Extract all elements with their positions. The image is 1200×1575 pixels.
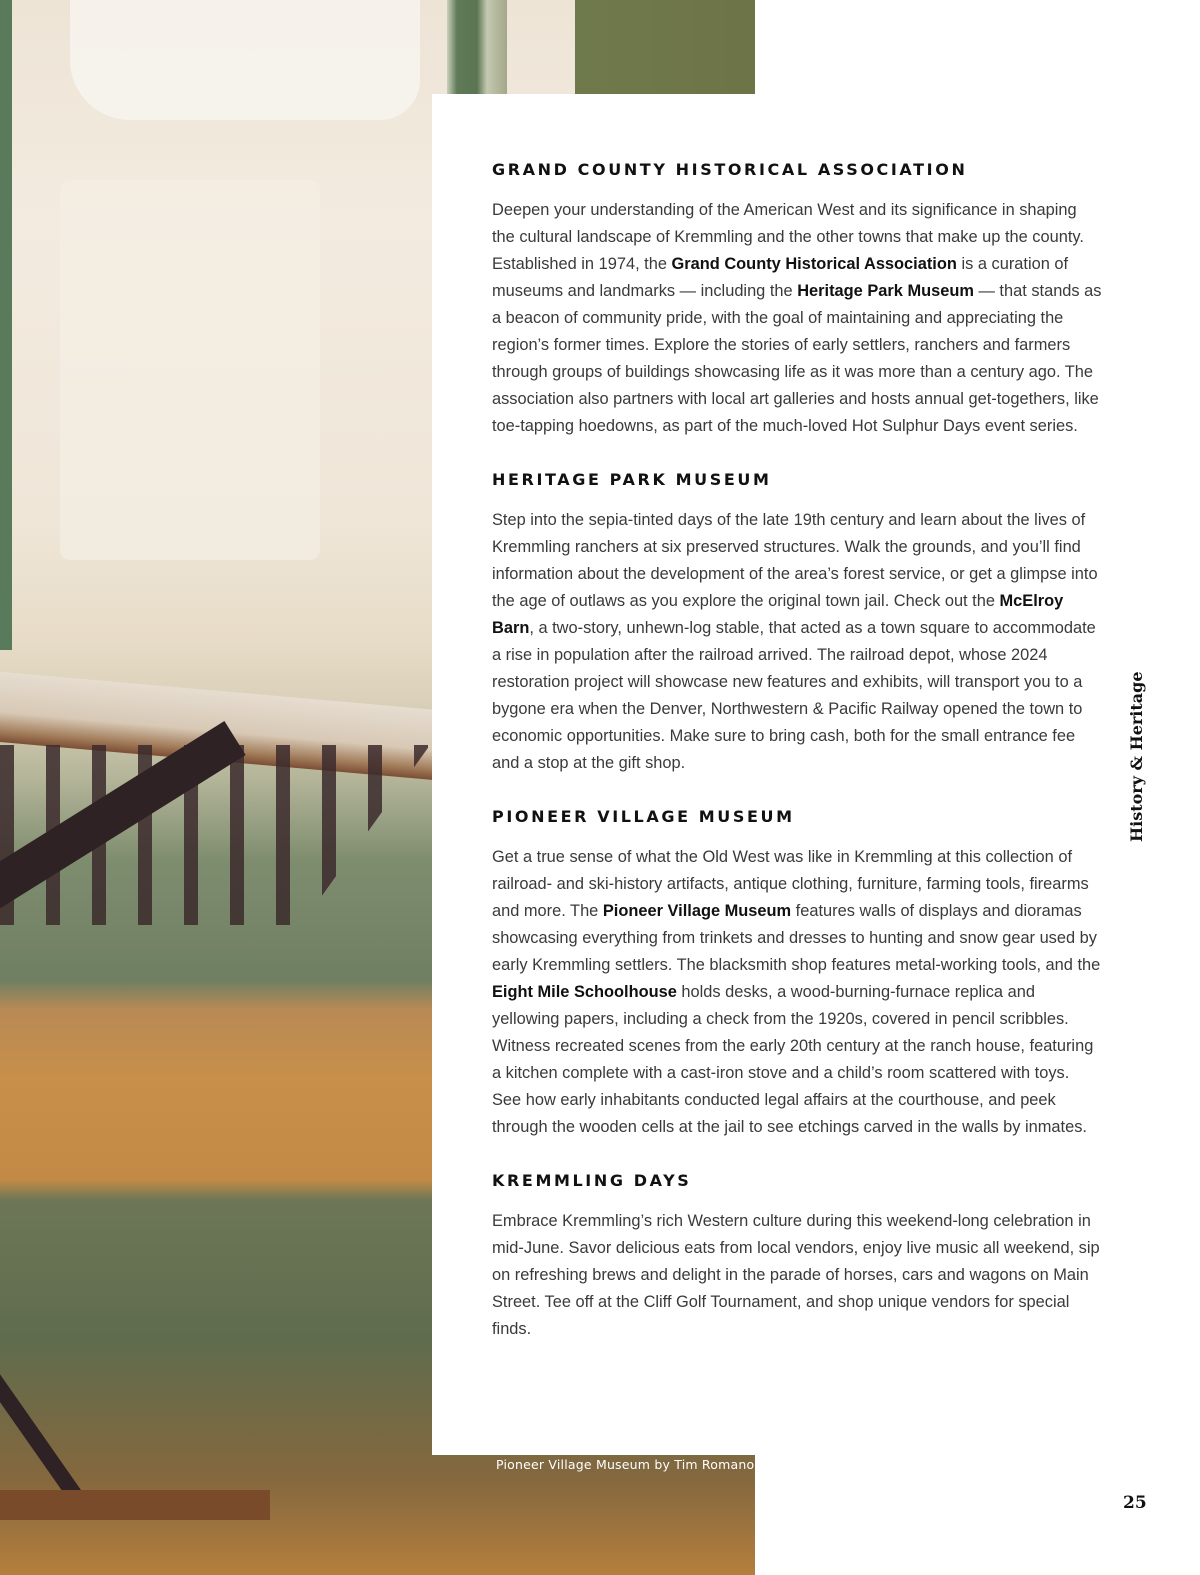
window-frame-top (447, 0, 507, 95)
paragraph-text: — that stands as a beacon of community pride, with the goal of maintaining and appreciating the region’s former times. Explore the stories of early settlers, ranchers and farmers through groups of buildings showcasing life as it was more than a century ago. The association also partners with local art galleries and hosts annual get-togethers, like toe-tapping hoedowns, as part of the much-loved Hot Sulphur Days event series. (492, 282, 1102, 435)
paragraph-text: Deepen your understanding of the American West and its significance in shaping the cultural landscape of Kremmling and the other towns that make up the county. Established in 1974, the (492, 201, 1084, 273)
photo-caption: Pioneer Village Museum by Tim Romano (496, 1457, 755, 1472)
paragraph-text: is a curation of museums and landmarks — including the (492, 255, 1069, 300)
section-heading: HERITAGE PARK MUSEUM (492, 470, 772, 489)
section-grand-county (492, 158, 1102, 440)
section-heritage-park (492, 468, 1102, 777)
paragraph-text: Get a true sense of what the Old West was like in Kremmling at this collection of railroad- and ski-history artifacts, antique clothing, furniture, farming tools, firearms and more. The (492, 848, 1089, 920)
paragraph-text: , a two-story, unhewn-log stable, that acted as a town square to accommodate a rise in population after the railroad arrived. The railroad depot, whose 2024 restoration project will showcase new features and exhibits, will transport you to a bygone era when the Denver, Northwestern & Pacific Railway opened the town to economic opportunities. Make sure to bring cash, both for the small entrance fee and a stop at the gift shop. (492, 619, 1096, 772)
window-frame-top-right (575, 0, 755, 95)
paragraph-text: Embrace Kremmling’s rich Western culture during this weekend-long celebration in mid-June. Savor delicious eats from local vendors, enjoy live music all weekend, sip on refreshing brews and delight in the parade of horses, cars and wagons on Main Street. Tee off at the Cliff Golf Tournament, and shop unique vendors for special finds. (492, 1212, 1100, 1338)
section-heading: KREMMLING DAYS (492, 1171, 692, 1190)
paragraph-text: Step into the sepia-tinted days of the late 19th century and learn about the lives of Kremmling ranchers at six preserved structures. Walk the grounds, and you’ll find information about the development of the area’s forest service, or get a glimpse into the age of outlaws as you explore the original town jail. Check out the (492, 511, 1098, 610)
highlighted-name: Heritage Park Museum (797, 282, 974, 300)
window-frame-left (0, 0, 12, 650)
section-paragraph (492, 844, 1102, 1141)
article-body (492, 158, 1102, 1371)
section-paragraph (492, 197, 1102, 440)
section-side-label: History & Heritage (1127, 671, 1146, 842)
section-paragraph (492, 507, 1102, 777)
section-heading: PIONEER VILLAGE MUSEUM (492, 807, 795, 826)
highlighted-name: Eight Mile Schoolhouse (492, 983, 677, 1001)
highlighted-name: McElroy Barn (492, 592, 1064, 637)
paragraph-text: features walls of displays and dioramas showcasing everything from trinkets and dresses to hunting and snow gear used by early Kremmling settlers. The blacksmith shop features metal-working tools, and the (492, 902, 1101, 974)
section-paragraph (492, 1208, 1102, 1343)
window-pane (60, 180, 320, 560)
paragraph-text: holds desks, a wood-burning-furnace replica and yellowing papers, including a check from the 1920s, covered in pencil scribbles. Witness recreated scenes from the early 20th century at the ranch house, featuring a kitchen complete with a cast-iron stove and a child’s room scattered with toys. See how early inhabitants conducted legal affairs at the courthouse, and peek through the wooden cells at the jail to see etchings carved in the walls by inmates. (492, 983, 1094, 1136)
curtain (70, 0, 420, 120)
section-pioneer-village (492, 805, 1102, 1141)
section-heading: GRAND COUNTY HISTORICAL ASSOCIATION (492, 160, 968, 179)
section-kremmling-days (492, 1169, 1102, 1343)
floor-board (0, 1490, 270, 1520)
highlighted-name: Pioneer Village Museum (602, 902, 792, 920)
highlighted-name: Grand County Historical Association (671, 255, 957, 273)
page-number: 25 (1123, 1493, 1147, 1513)
